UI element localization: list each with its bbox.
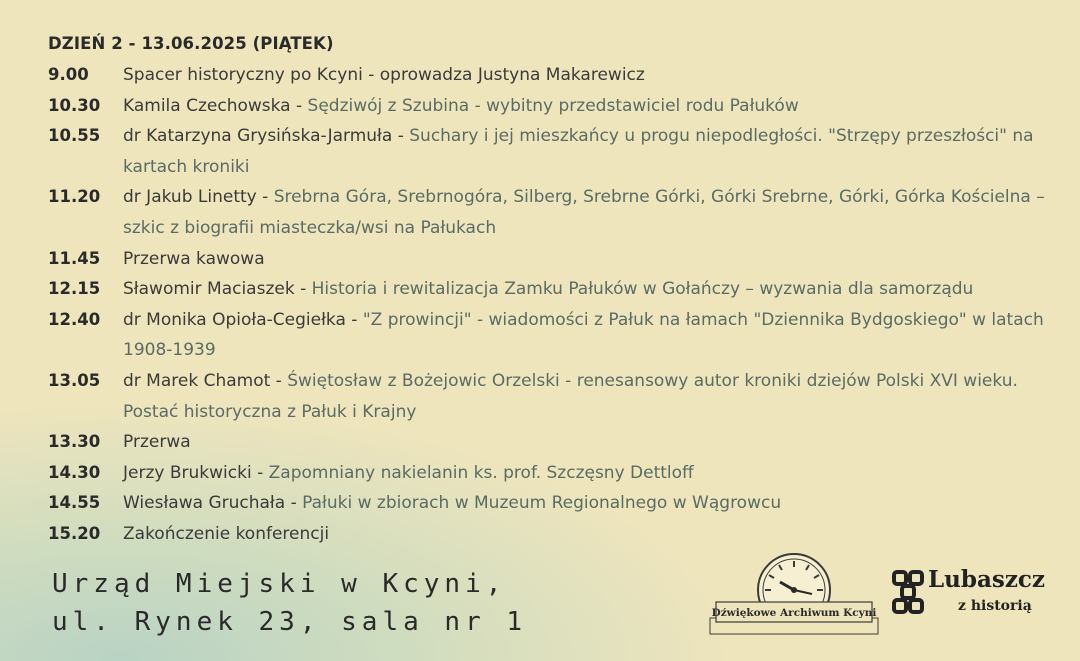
speaker-name: dr Jakub Linetty — [123, 187, 257, 208]
schedule-list — [48, 60, 1068, 550]
schedule-time: 14.30 — [48, 462, 101, 482]
schedule-time: 15.20 — [48, 523, 101, 543]
speaker-name: Przerwa — [123, 432, 191, 453]
schedule-time: 10.55 — [48, 126, 101, 146]
schedule-content — [123, 244, 1053, 275]
talk-title: Sędziwój z Szubina - wybitny przedstawiciel rodu Pałuków — [307, 95, 799, 116]
speaker-name: dr Katarzyna Grysińska-Jarmuła — [123, 126, 393, 147]
schedule-row — [48, 519, 1068, 550]
schedule-row — [48, 244, 1068, 275]
schedule-row — [48, 274, 1068, 305]
schedule-row — [48, 305, 1068, 366]
address-line-2: ul. Rynek 23, sala nr 1 — [52, 607, 528, 637]
talk-title: Pałuki w zbiorach w Muzeum Regionalnego w Wągrowcu — [302, 493, 782, 514]
schedule-time: 10.30 — [48, 95, 101, 115]
separator: - — [256, 187, 274, 208]
schedule-time: 9.00 — [48, 65, 89, 84]
schedule-row — [48, 121, 1068, 182]
separator: - — [251, 462, 269, 483]
schedule-content — [123, 274, 1053, 305]
talk-title: Srebrna Góra, Srebrnogóra, Silberg, Srebrne Górki, Górki Srebrne, Górki, Górka Kościelna – szkic z biografii miasteczka/wsi na Pałukach — [123, 187, 1045, 238]
speaker-name: Wiesława Gruchała — [123, 493, 286, 514]
lubaszcz-subtitle: z historią — [958, 598, 1032, 614]
speaker-name: Sławomir Maciaszek — [123, 279, 295, 300]
schedule-time: 11.45 — [48, 248, 101, 268]
schedule-time: 14.55 — [48, 493, 101, 513]
schedule-row — [48, 427, 1068, 458]
schedule-row — [48, 60, 1068, 91]
schedule-content — [123, 458, 1053, 489]
schedule-content — [123, 91, 1053, 122]
talk-title: Zapomniany nakielanin ks. prof. Szczęsny Dettloff — [268, 462, 694, 483]
speaker-name: Zakończenie konferencji — [123, 523, 330, 544]
address-line-1: Urząd Miejski w Kcyni, — [52, 569, 507, 599]
schedule-time: 12.40 — [48, 309, 101, 329]
schedule-time: 13.05 — [48, 370, 101, 390]
schedule-row — [48, 458, 1068, 489]
talk-title: Świętosław z Bożejowic Orzelski - renesansowy autor kroniki dziejów Polski XVI wieku. Postać historyczna z Pałuk i Krajny — [123, 370, 1018, 422]
schedule-time: 12.15 — [48, 279, 101, 299]
speaker-name: Spacer historyczny po Kcyni - oprowadza Justyna Makarewicz — [123, 65, 645, 85]
talk-title: "Z prowincji" - wiadomości z Pałuk na łamach "Dziennika Bydgoskiego" w latach 1908-1939 — [123, 309, 1044, 361]
page-heading: DZIEŃ 2 - 13.06.2025 (PIĄTEK) — [48, 34, 334, 53]
archive-logo — [706, 552, 882, 636]
schedule-row — [48, 182, 1068, 243]
schedule-content — [123, 427, 1053, 458]
archive-logo-text: Dźwiękowe Archiwum Kcyni — [711, 607, 877, 619]
speaker-name: Kamila Czechowska — [123, 95, 291, 116]
speaker-name: Przerwa kawowa — [123, 248, 265, 269]
schedule-content — [123, 519, 1053, 550]
talk-title: Historia i rewitalizacja Zamku Pałuków w Gołańczy – wyzwania dla samorządu — [311, 279, 974, 300]
schedule-time: 13.30 — [48, 432, 101, 452]
schedule-row — [48, 91, 1068, 122]
separator: - — [270, 370, 288, 391]
lubaszcz-logo — [890, 566, 1065, 622]
separator: - — [294, 279, 312, 300]
separator: - — [345, 309, 363, 330]
schedule-content — [123, 60, 1053, 91]
schedule-content — [123, 182, 1053, 243]
speaker-name: dr Monika Opioła-Cegiełka — [123, 309, 346, 330]
venue-address — [52, 565, 527, 641]
schedule-content — [123, 305, 1053, 366]
separator: - — [290, 95, 308, 116]
schedule-row — [48, 366, 1068, 427]
speaker-name: dr Marek Chamot — [123, 370, 271, 391]
separator: - — [392, 126, 410, 147]
separator: - — [285, 493, 303, 514]
knot-icon — [890, 568, 926, 618]
clock-icon — [706, 552, 882, 636]
schedule-content — [123, 488, 1053, 519]
lubaszcz-name: Lubaszcz — [928, 566, 1045, 593]
talk-title: Suchary i jej mieszkańcy u progu niepodległości. "Strzępy przeszłości" na kartach kroniki — [123, 126, 1034, 177]
schedule-content — [123, 366, 1053, 427]
speaker-name: Jerzy Brukwicki — [123, 462, 252, 483]
schedule-time: 11.20 — [48, 187, 101, 207]
schedule-row — [48, 488, 1068, 519]
schedule-content — [123, 121, 1053, 182]
